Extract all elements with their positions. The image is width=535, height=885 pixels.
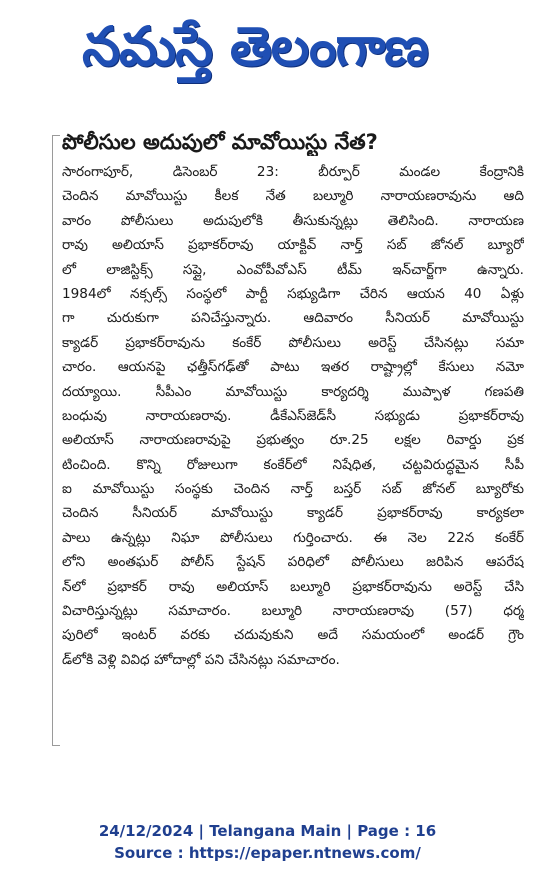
article-line: లో లాజిస్టిక్స్ సప్లై, ఎంవోపీవోఎస్ టీమ్ ఇన్‌చార్జ్‌గా ఉన్నారు.	[62, 261, 524, 278]
article-line: అలియాస్ నారాయణరావుపై ప్రభుత్వం రూ.25 లక్షల రివార్డు ప్రక	[62, 432, 524, 449]
article-line: వారం పోలీసులు అదుపులోకి తీసుకున్నట్లు తెలిసింది. నారాయణ	[62, 212, 524, 229]
column-rule	[52, 135, 53, 745]
article-line: 1984లో నక్సల్స్ సంస్థలో పార్టీ సభ్యుడిగా చేరిన ఆయన 40 ఏళ్లు	[62, 285, 524, 302]
article-line: న్‌లో ప్రభాకర్ రావు అలియాస్ బల్మూరి ప్రభాకర్‌రావును అరెస్ట్ చేసి	[62, 578, 524, 595]
article-body	[62, 160, 524, 672]
article-line: బంధువు నారాయణరావు. డీకేఎస్‌జెడ్‌సీ సభ్యుడు ప్రభాకర్‌రావు	[62, 407, 524, 424]
article-line: చెందిన సీనియర్ మావోయిస్టు క్యాడర్ ప్రభాకర్‌రావు కార్యకలా	[62, 505, 524, 522]
article-line: క్యాడర్ ప్రభాకర్‌రావును కంకేర్ పోలీసులు అరెస్ట్ చేసినట్లు సమా	[62, 334, 524, 351]
column-rule-tick	[52, 135, 60, 136]
article-line: చారం. ఆయనపై ఛత్తీస్‌గఢ్‌తో పాటు ఇతర రాష్ట్రాల్లో కేసులు నమో	[62, 359, 524, 376]
footer-date-page: 24/12/2024 | Telangana Main | Page : 16	[98, 822, 437, 840]
article-line: ఐ మావోయిస్టు సంస్థకు చెందిన నార్త్ బస్తర్ సబ్ జోనల్ బ్యూరోకు	[62, 481, 524, 498]
article-line: పురిలో ఇంటర్ వరకు చదువుకుని అదే సమయంలో అండర్ గ్రౌం	[62, 627, 524, 644]
newspaper-title: నమస్తే తెలంగాణ	[82, 15, 428, 78]
article-line: పాలు ఉన్నట్లు నిఘా పోలీసులు గుర్తించారు. ఈ నెల 22న కంకేర్	[62, 529, 524, 546]
article-line: సారంగాపూర్, డిసెంబర్ 23: బీర్పూర్ మండల కేంద్రానికి	[62, 164, 524, 180]
article-line: విచారిస్తున్నట్లు సమాచారం. బల్మూరి నారాయణరావు (57) ధర్మ	[62, 603, 524, 620]
article-line: లోని అంతఘర్ పోలీస్ స్టేషన్ పరిధిలో పోలీసులు జరిపిన ఆపరేష	[62, 554, 524, 571]
article-headline: పోలీసుల అదుపులో మావోయిస్టు నేత?	[62, 130, 378, 154]
article-line: గా చురుకుగా పనిచేస్తున్నారు. ఆదివారం సీనియర్ మావోయిస్టు	[62, 310, 524, 327]
footer	[0, 820, 535, 864]
article-line: డ్‌లోకి వెళ్లి వివిధ హోదాల్లో పని చేసినట్లు సమాచారం.	[62, 651, 340, 668]
masthead	[40, 6, 470, 88]
article-line: టించింది. కొన్ని రోజులుగా కంకేర్‌లో నిషేధిత, చట్టవిరుద్ధమైన సీపీ	[62, 456, 524, 473]
article-line: చెందిన మావోయిస్టు కీలక నేత బల్మూరి నారాయణరావును ఆది	[62, 188, 524, 205]
article-line: రావు అలియాస్ ప్రభాకర్‌రావు యాక్టివ్ నార్త్ సబ్ జోనల్ బ్యూరో	[62, 237, 524, 254]
column-rule-tick	[52, 745, 60, 746]
footer-source: Source : https://epaper.ntnews.com/	[114, 844, 421, 862]
article-line: దయ్యాయి. సీపీఎం మావోయిస్టు కార్యదర్శి ముప్పాళ గణపతి	[62, 383, 524, 400]
